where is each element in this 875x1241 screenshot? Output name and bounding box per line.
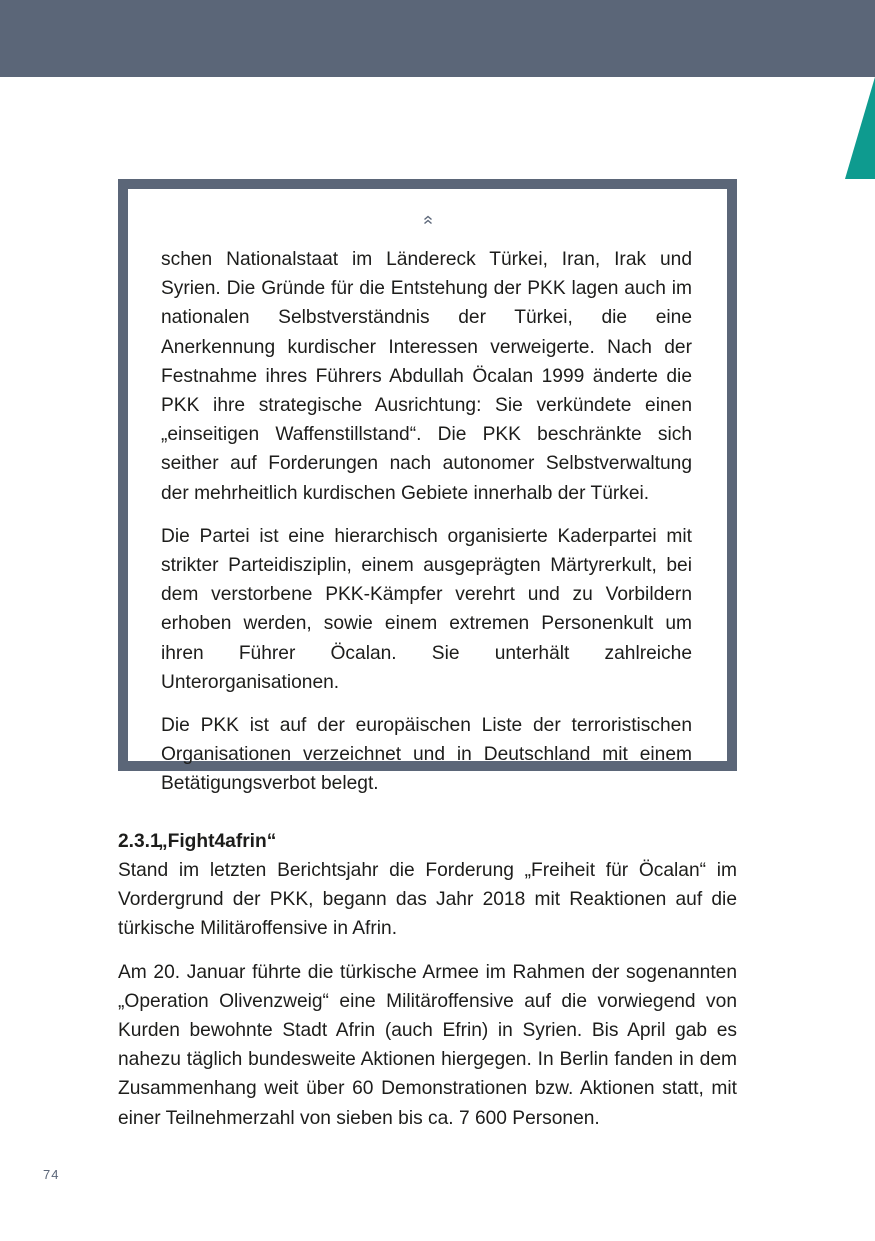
section-title: „Fight4afrin“ bbox=[158, 831, 277, 852]
double-chevron-up-icon bbox=[128, 215, 727, 225]
info-box-text bbox=[161, 245, 692, 813]
info-box bbox=[118, 179, 737, 795]
info-box-paragraph: Die Partei ist eine hierarchisch organisierte Kaderpartei mit strikter Parteidisziplin, einem ausgeprägten Märtyrerkult, bei dem verstorbene PKK-Kämpfer verehrt und zu Vorbildern erhoben werden, sowie einem extremen Personenkult um ihren Führer Öcalan. Sie unterhält zahlreiche Unterorganisationen. bbox=[161, 525, 692, 693]
header-band bbox=[0, 0, 875, 77]
body-paragraph: Am 20. Januar führte die türkische Armee im Rahmen der sogenannten „Operation Olivenzweig“ eine Militäroffensive auf die vorwiegend von Kurden bewohnte Stadt Afrin (auch Efrin) in Syrien. Bis April gab es nahezu täglich bundesweite Aktionen hiergegen. In Berlin fanden in dem Zusammenhang weit über 60 Demonstrationen bzw. Aktionen statt, mit einer Teilnehmerzahl von sieben bis ca. 7 600 Personen. bbox=[118, 961, 737, 1129]
section-body bbox=[118, 856, 737, 1147]
info-box-paragraph: schen Nationalstaat im Ländereck Türkei, Iran, Irak und Syrien. Die Gründe für die Entstehung der PKK lagen auch im nationalen Selbstverständnis der Türkei, die eine Anerkennung kurdischer Interessen verweigerte. Nach der Festnahme ihres Führers Abdullah Öcalan 1999 änderte die PKK ihre strategische Ausrichtung: Sie verkündete einen „einseitigen Waffenstillstand“. Die PKK beschränkte sich seither auf Forderungen nach autonomer Selbstverwaltung der mehrheitlich kurdischen Gebiete innerhalb der Türkei. bbox=[161, 249, 692, 504]
body-paragraph: Stand im letzten Berichtsjahr die Forderung „Freiheit für Öcalan“ im Vordergrund der PKK, begann das Jahr 2018 mit Reaktionen auf die türkische Militäroffensive in Afrin. bbox=[118, 860, 737, 940]
page-number: 74 bbox=[43, 1167, 60, 1182]
corner-accent-triangle bbox=[845, 77, 875, 179]
info-box-paragraph: Die PKK ist auf der europäischen Liste der terroristischen Organisationen verzeichnet und in Deutschland mit einem Betätigungsverbot belegt. bbox=[161, 715, 692, 795]
section-heading bbox=[118, 829, 737, 855]
section-number: 2.3.1 bbox=[118, 831, 161, 852]
